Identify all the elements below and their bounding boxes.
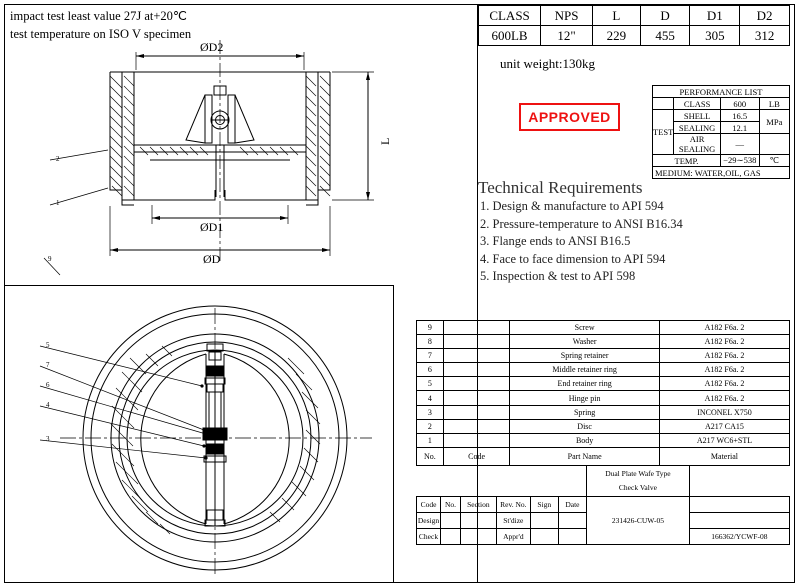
table-row (417, 447, 790, 465)
table-row (479, 26, 790, 46)
bom-row-5-part: Hinge pin (510, 391, 660, 405)
unit-weight-label: unit weight:130kg (500, 56, 595, 71)
bom-row-7-part: Disc (510, 419, 660, 433)
perf-class-value: 600 (720, 98, 759, 110)
bom-row-8-material: A217 WC6+STL (659, 433, 789, 447)
leader-label-6: 6 (46, 381, 50, 389)
spec-header-2: L (592, 6, 640, 26)
perf-row-0-value: 16.5 (720, 110, 759, 122)
table-row (417, 405, 790, 419)
note-line-1: impact test least value 27J at+20℃ (10, 9, 187, 23)
bom-row-0-code (443, 321, 509, 335)
spec-table (478, 5, 790, 46)
spec-value-0: 600LB (479, 26, 541, 46)
list-item: 3. Flange ends to ANSI B16.5 (480, 234, 631, 248)
perf-class-label: CLASS (674, 98, 721, 110)
spec-value-4: 305 (690, 26, 740, 46)
spec-header-3: D (640, 6, 690, 26)
bom-row-2-material: A182 F6a. 2 (659, 349, 789, 363)
title-cell-b5 (558, 512, 586, 528)
dimension-label-d: ØD (203, 252, 221, 266)
bom-row-0-no: 9 (417, 321, 444, 335)
table-row (653, 86, 790, 98)
bom-row-5-code (443, 391, 509, 405)
perf-title: PERFORMANCE LIST (653, 86, 790, 98)
list-item: 2. Pressure-temperature to ANSI B16.34 (480, 216, 683, 231)
product-name-text: Dual Plate Wafe Type (605, 469, 671, 479)
bom-header-1: Code (443, 447, 509, 465)
bom-row-4-no: 5 (417, 377, 444, 391)
bom-row-7-material: A217 CA15 (659, 419, 789, 433)
bom-row-4-material: A182 F6a. 2 (659, 377, 789, 391)
section-view-drawing (0, 0, 480, 290)
spec-header-5: D2 (740, 6, 790, 26)
bom-header-2: Part Name (510, 447, 660, 465)
title-cell-b2 (460, 512, 496, 528)
bom-row-3-no: 6 (417, 363, 444, 377)
leader-label-3: 3 (46, 435, 50, 443)
title-row-1-label: Check (417, 528, 441, 544)
perf-pressure-unit: MPa (759, 110, 789, 134)
table-row (653, 155, 790, 167)
note-line-2: test temperature on ISO V specimen (10, 27, 192, 41)
bill-of-materials-table (416, 320, 790, 466)
title-row-0-label: Design (417, 512, 441, 528)
title-col-header-4: Sign (530, 496, 558, 512)
title-cell-c1 (440, 528, 460, 544)
bom-row-4-part: End retainer ring (510, 377, 660, 391)
table-row (653, 98, 790, 110)
bom-row-3-material: A182 F6a. 2 (659, 363, 789, 377)
title-cell-b1 (440, 512, 460, 528)
bom-row-5-no: 4 (417, 391, 444, 405)
bom-row-1-material: A182 F6a. 2 (659, 335, 789, 349)
perf-row-1-value: 12.1 (720, 122, 759, 134)
title-cell-b4 (530, 512, 558, 528)
bom-row-3-code (443, 363, 509, 377)
bom-row-2-no: 7 (417, 349, 444, 363)
bom-row-6-no: 3 (417, 405, 444, 419)
table-row (417, 321, 790, 335)
leader-label-2: 2 (56, 155, 60, 163)
title-row-0-value: St'dize (496, 512, 530, 528)
leader-label-1: 1 (56, 199, 60, 207)
bom-row-6-code (443, 405, 509, 419)
bom-row-1-code (443, 335, 509, 349)
bom-row-8-part: Body (510, 433, 660, 447)
bom-row-6-material: INCONEL X750 (659, 405, 789, 419)
technical-requirements-heading: Technical Requirements (478, 178, 643, 197)
title-col-header-1: No. (440, 496, 460, 512)
list-item: 4. Face to face dimension to API 594 (480, 251, 666, 266)
bom-row-8-code (443, 433, 509, 447)
front-view-drawing (0, 288, 400, 588)
bom-row-6-part: Spring (510, 405, 660, 419)
spec-value-2: 229 (592, 26, 640, 46)
bom-row-5-material: A182 F6a. 2 (659, 391, 789, 405)
bom-row-7-code (443, 419, 509, 433)
title-col-header-0: Code (417, 496, 441, 512)
bom-header-0: No. (417, 447, 444, 465)
bom-row-1-no: 8 (417, 335, 444, 349)
leader-label-9-upper: 9 (48, 255, 52, 263)
dimension-label-d1: ØD1 (200, 220, 224, 234)
spec-value-3: 455 (640, 26, 690, 46)
product-sub-text: Check Valve (618, 483, 657, 493)
perf-row-1-name: SEALING (674, 122, 721, 134)
bom-row-0-part: Screw (510, 321, 660, 335)
title-blank-b (689, 512, 789, 528)
leader-label-4: 4 (46, 401, 50, 409)
table-row (479, 6, 790, 26)
table-row (417, 391, 790, 405)
perf-temp-value: −29∼538 (720, 155, 759, 167)
perf-row-2-name: AIR SEALING (674, 134, 721, 155)
perf-temp-label: TEMP. (653, 155, 721, 167)
leader-label-7: 7 (46, 361, 50, 369)
list-item: 1. Design & manufacture to API 594 (480, 199, 664, 213)
title-blank-a (689, 496, 789, 512)
title-col-header-3: Rev. No. (496, 496, 530, 512)
spec-value-5: 312 (740, 26, 790, 46)
doc-number: 166362/YCWF-08 (689, 528, 789, 544)
table-row (653, 167, 790, 179)
bom-row-1-part: Washer (510, 335, 660, 349)
table-row (417, 335, 790, 349)
table-row (417, 377, 790, 391)
spec-header-4: D1 (690, 6, 740, 26)
performance-list-table (652, 85, 790, 179)
dimension-label-d2: ØD2 (200, 40, 224, 54)
drawing-number: 231426-CUW-05 (587, 496, 690, 544)
bom-row-2-part: Spring retainer (510, 349, 660, 363)
product-name (587, 466, 690, 497)
bom-row-4-code (443, 377, 509, 391)
title-row-1-value: Appr'd (496, 528, 530, 544)
title-col-header-5: Date (558, 496, 586, 512)
approved-stamp: APPROVED (519, 103, 620, 131)
perf-blank (653, 98, 674, 110)
table-row (417, 466, 790, 481)
dimension-label-l: L (378, 137, 392, 145)
perf-test-label: TEST (653, 110, 674, 155)
leader-label-5: 5 (46, 341, 50, 349)
bom-row-8-no: 1 (417, 433, 444, 447)
title-col-header-2: Section (460, 496, 496, 512)
spec-header-1: NPS (541, 6, 593, 26)
table-row (417, 349, 790, 363)
table-row (417, 433, 790, 447)
table-row (417, 496, 790, 512)
title-block (416, 465, 790, 545)
perf-medium: MEDIUM: WATER,OIL, GAS (653, 167, 790, 179)
bom-header-3: Material (659, 447, 789, 465)
perf-row-2-unit (759, 134, 789, 155)
perf-row-2-value: — (720, 134, 759, 155)
title-cell-c2 (460, 528, 496, 544)
perf-class-unit: LB (759, 98, 789, 110)
bom-row-7-no: 2 (417, 419, 444, 433)
table-row (417, 419, 790, 433)
list-item: 5. Inspection & test to API 598 (480, 269, 636, 283)
spec-value-1: 12" (541, 26, 593, 46)
table-row (417, 363, 790, 377)
perf-row-0-name: SHELL (674, 110, 721, 122)
bom-row-2-code (443, 349, 509, 363)
spec-header-0: CLASS (479, 6, 541, 26)
bom-row-3-part: Middle retainer ring (510, 363, 660, 377)
title-cell-c4 (530, 528, 558, 544)
bom-row-0-material: A182 F6a. 2 (659, 321, 789, 335)
technical-requirements-list (480, 198, 683, 286)
perf-temp-unit: ℃ (759, 155, 789, 167)
table-row (653, 110, 790, 122)
title-cell-c5 (558, 528, 586, 544)
